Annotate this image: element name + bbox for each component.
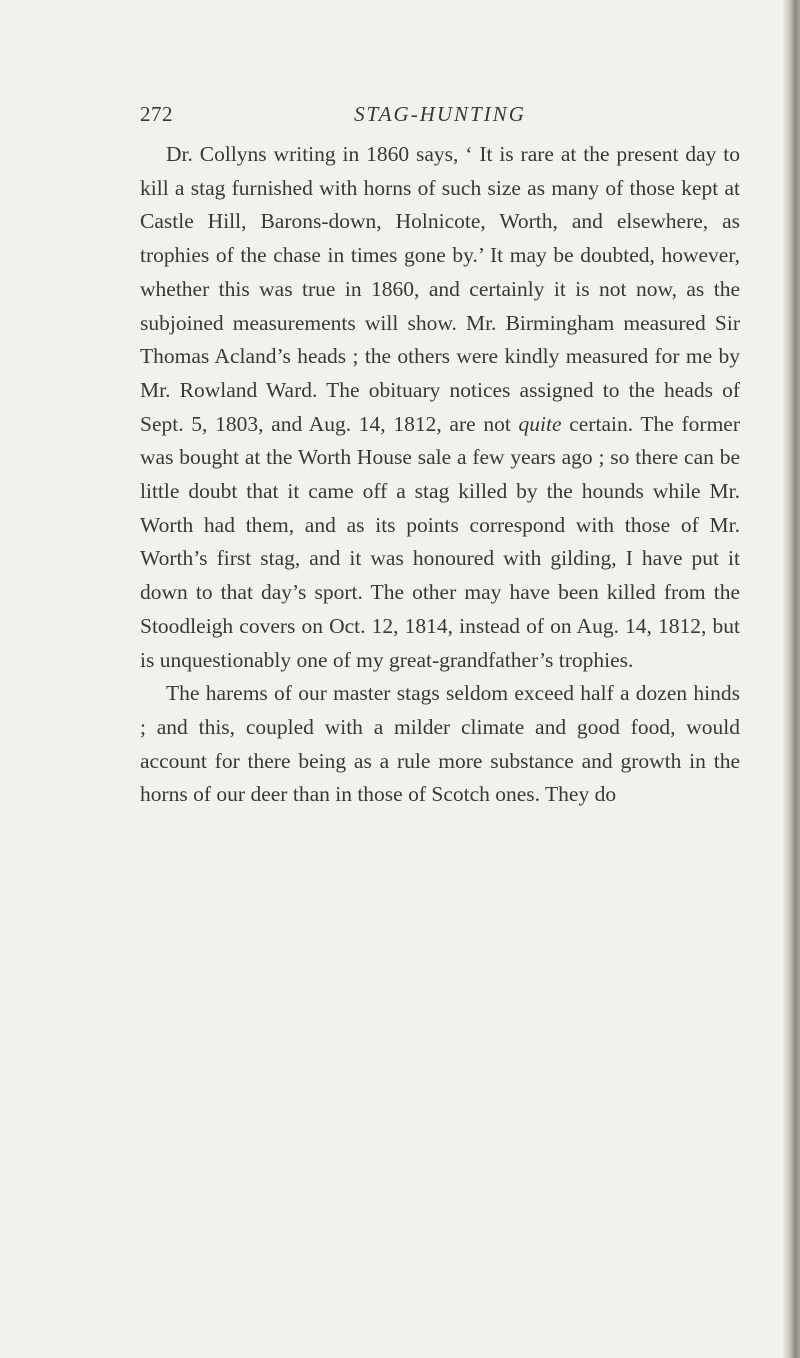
paragraph-2: The harems of our master stags seldom exceed half a dozen hinds ; and this, coupled with a milder climate and good food, would account for there being as a rule more substance and growth in the horns of our deer than in those of Scotch ones. They do xyxy=(140,681,740,807)
paragraph-1-italic: quite xyxy=(518,411,562,436)
running-title: STAG-HUNTING xyxy=(354,102,526,126)
body-text xyxy=(140,138,740,812)
page-number: 272 xyxy=(140,102,173,126)
page-header xyxy=(140,92,740,132)
paragraph-1-text-b: certain. The former was bought at the Worth House sale a few years ago ; so there can be little doubt that it came off a stag killed by the hounds while Mr. Worth had them, and as its points correspond with those of Mr. Worth’s first stag, and it was honoured with gilding, I have put it down to that day’s sport. The other may have been killed from the Stoodleigh covers on Oct. 12, 1814, instead of on Aug. 14, 1812, but is unquestionably one of my great-grandfather’s trophies. xyxy=(140,411,740,672)
paragraph-1 xyxy=(140,138,740,677)
page-edge-shadow xyxy=(782,0,800,1358)
paragraph-1-text-a: Dr. Collyns writing in 1860 says, ‘ It is rare at the present day to kill a stag furnished with horns of such size as many of those kept at Castle Hill, Barons-down, Holnicote, Worth, and elsewhere, as trophies of the chase in times gone by.’ It may be doubted, however, whether this was true in 1860, and certainly it is not now, as the subjoined measurements will show. Mr. Birmingham measured Sir Thomas Acland’s heads ; the others were kindly measured for me by Mr. Rowland Ward. The obituary notices assigned to the heads of Sept. 5, 1803, and Aug. 14, 1812, are not xyxy=(140,142,740,436)
